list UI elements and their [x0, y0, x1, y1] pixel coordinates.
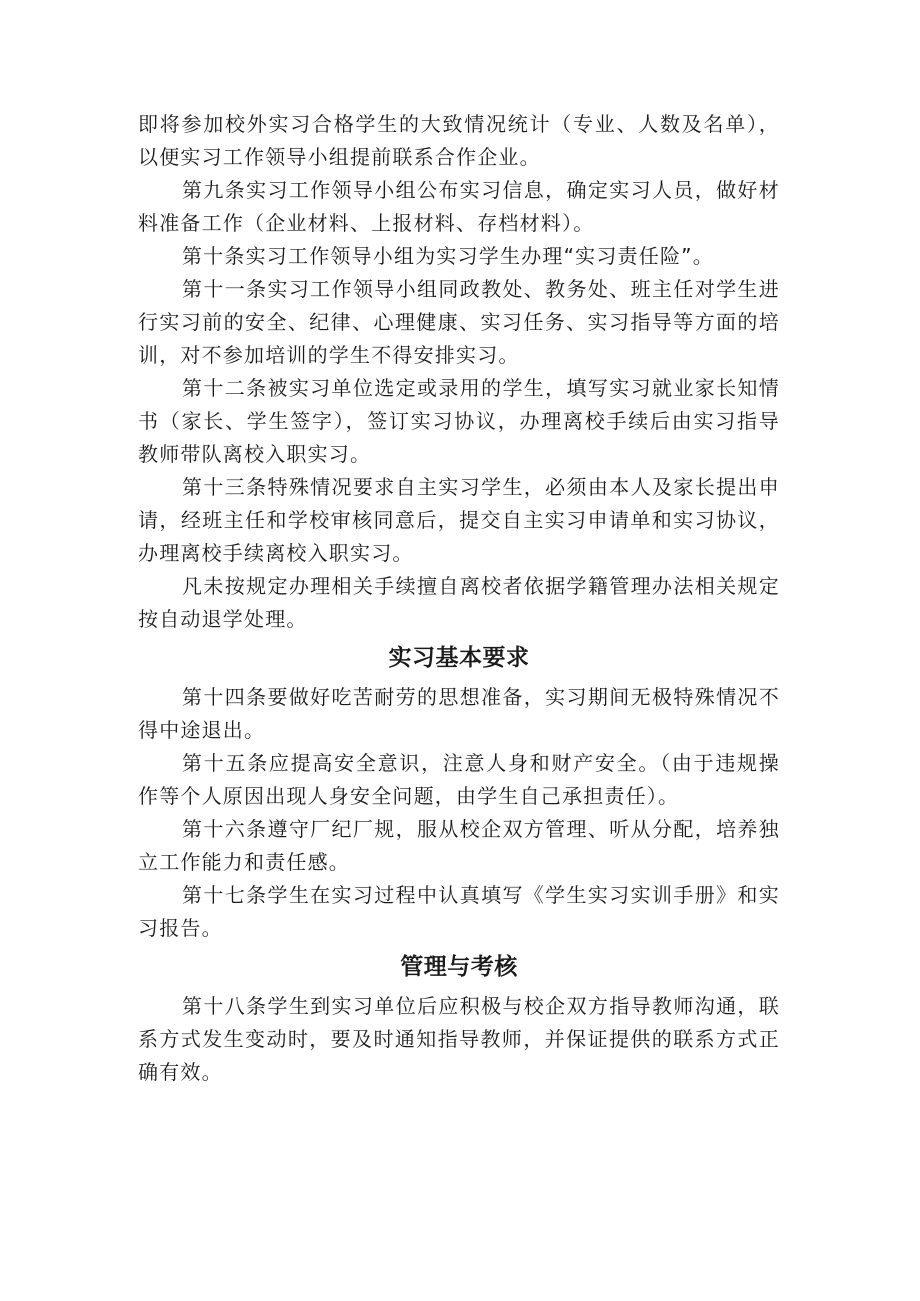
document-body	[138, 108, 780, 1089]
paragraph-article-18: 第十八条学生到实习单位后应积极与校企双方指导教师沟通，联系方式发生变动时，要及时通知指导教师，并保证提供的联系方式正确有效。	[138, 994, 780, 1084]
paragraph-article-14: 第十四条要做好吃苦耐劳的思想准备，实习期间无极特殊情况不得中途退出。	[138, 685, 780, 742]
paragraph-article-15: 第十五条应提高安全意识，注意人身和财产安全。（由于违规操作等个人原因出现人身安全问题，由学生自己承担责任）。	[138, 751, 780, 808]
paragraph-article-13: 第十三条特殊情况要求自主实习学生，必须由本人及家长提出申请，经班主任和学校审核同意后，提交自主实习申请单和实习协议，办理离校手续离校入职实习。	[138, 475, 780, 565]
paragraph-continuation: 即将参加校外实习合格学生的大致情况统计（专业、人数及名单），以便实习工作领导小组提前联系合作企业。	[138, 112, 780, 169]
paragraph-article-17: 第十七条学生在实习过程中认真填写《学生实习实训手册》和实习报告。	[138, 883, 780, 940]
paragraph-article-12: 第十二条被实习单位选定或录用的学生，填写实习就业家长知情书（家长、学生签字），签订实习协议，办理离校手续后由实习指导教师带队离校入职实习。	[138, 376, 780, 466]
paragraph-article-9: 第九条实习工作领导小组公布实习信息，确定实习人员，做好材料准备工作（企业材料、上报材料、存档材料）。	[138, 178, 780, 235]
paragraph-article-16: 第十六条遵守厂纪厂规，服从校企双方管理、听从分配，培养独立工作能力和责任感。	[138, 817, 780, 874]
section-heading-basic-requirements: 实习基本要求	[388, 645, 530, 671]
paragraph-article-10: 第十条实习工作领导小组为实习学生办理“实习责任险”。	[182, 244, 714, 268]
paragraph-unauthorized-leave: 凡未按规定办理相关手续擅自离校者依据学籍管理办法相关规定按自动退学处理。	[138, 574, 780, 631]
section-heading-management-assessment: 管理与考核	[400, 954, 518, 980]
paragraph-article-11: 第十一条实习工作领导小组同政教处、教务处、班主任对学生进行实习前的安全、纪律、心理健康、实习任务、实习指导等方面的培训，对不参加培训的学生不得安排实习。	[138, 277, 780, 367]
